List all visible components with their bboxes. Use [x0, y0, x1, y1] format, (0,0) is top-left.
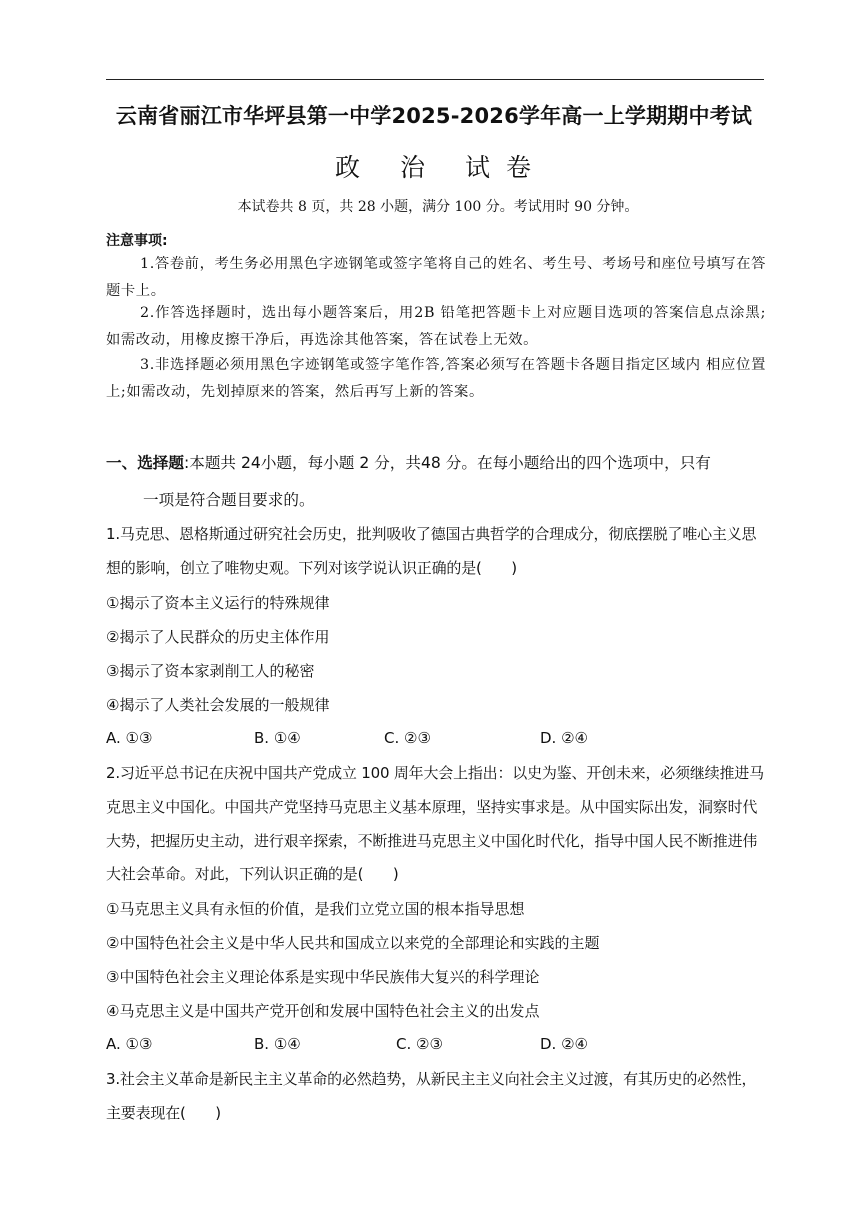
question-2-option-3: ③中国特色社会主义理论体系是实现中华民族伟大复兴的科学理论	[106, 968, 540, 986]
question-2-choice-d: D. ②④	[540, 1035, 588, 1053]
question-2-choices	[106, 1035, 706, 1059]
header-rule	[106, 79, 764, 80]
notes-title: 注意事项:	[106, 233, 168, 249]
question-1-option-2: ②揭示了人民群众的历史主体作用	[106, 628, 330, 646]
note-item-1: 1.答卷前，考生务必用黑色字迹钢笔或签字笔将自己的姓名、考生号、考场号和座位号填写在答题卡上。	[106, 256, 766, 299]
question-1-option-4: ④揭示了人类社会发展的一般规律	[106, 696, 330, 714]
section-description: :本题共 24小题，每小题 2 分，共48 分。在每小题给出的四个选项中，只有	[183, 454, 711, 472]
note-item-3: 3.非选择题必须用黑色字迹钢笔或签字笔作答,答案必须写在答题卡各题目指定区域内 相应位置上;如需改动，先划掉原来的答案，然后再写上新的答案。	[106, 357, 766, 400]
question-2-option-2: ②中国特色社会主义是中华人民共和国成立以来党的全部理论和实践的主题	[106, 934, 600, 952]
question-3-stem: 3.社会主义革命是新民主主义革命的必然趋势，从新民主主义向社会主义过渡，有其历史的必然性，主要表现在( )	[106, 1070, 757, 1122]
question-1-stem: 1.马克思、恩格斯通过研究社会历史，批判吸收了德国古典哲学的合理成分，彻底摆脱了唯心主义思想的影响，创立了唯物史观。下列对该学说认识正确的是( )	[106, 525, 757, 577]
exam-title: 云南省丽江市华坪县第一中学2025-2026学年高一上学期期中考试	[115, 104, 753, 128]
section-heading	[106, 445, 768, 519]
question-1-choice-a: A. ①③	[106, 729, 153, 747]
question-1-choice-b: B. ①④	[254, 729, 301, 747]
question-2-choice-c: C. ②③	[396, 1035, 443, 1053]
question-2-option-4: ④马克思主义是中国共产党开创和发展中国特色社会主义的出发点	[106, 1002, 540, 1020]
question-2-choice-b: B. ①④	[254, 1035, 301, 1053]
question-2-choice-a: A. ①③	[106, 1035, 153, 1053]
question-1-choice-d: D. ②④	[540, 729, 588, 747]
question-2-stem: 2.习近平总书记在庆祝中国共产党成立 100 周年大会上指出：以史为鉴、开创未来，必须继续推进马克思主义中国化。中国共产党坚持马克思主义基本原理，坚持实事求是。从中国实际出发，洞察时代大势，把握历史主动，进行艰辛探索，不断推进马克思主义中国化时代化，指导中国人民不断推进伟大社会革命。对此，下列认识正确的是( )	[106, 764, 764, 884]
question-2-option-1: ①马克思主义具有永恒的价值，是我们立党立国的根本指导思想	[106, 900, 525, 918]
section-title: 一、选择题	[106, 454, 184, 472]
exam-intro: 本试卷共 8 页，共 28 小题，满分 100 分。考试用时 90 分钟。	[237, 199, 639, 215]
question-1-choice-c: C. ②③	[384, 729, 431, 747]
section-description-cont: 一项是符合题目要求的。	[143, 491, 315, 509]
question-1-option-1: ①揭示了资本主义运行的特殊规律	[106, 594, 330, 612]
note-item-2: 2.作答选择题时，选出每小题答案后，用2B 铅笔把答题卡上对应题目选项的答案信息点涂黑;如需改动，用橡皮擦干净后，再选涂其他答案，答在试卷上无效。	[106, 305, 766, 348]
question-1-option-3: ③揭示了资本家剥削工人的秘密	[106, 662, 315, 680]
exam-subject-title: 政 治 试卷	[335, 153, 547, 182]
question-1-choices	[106, 729, 706, 753]
